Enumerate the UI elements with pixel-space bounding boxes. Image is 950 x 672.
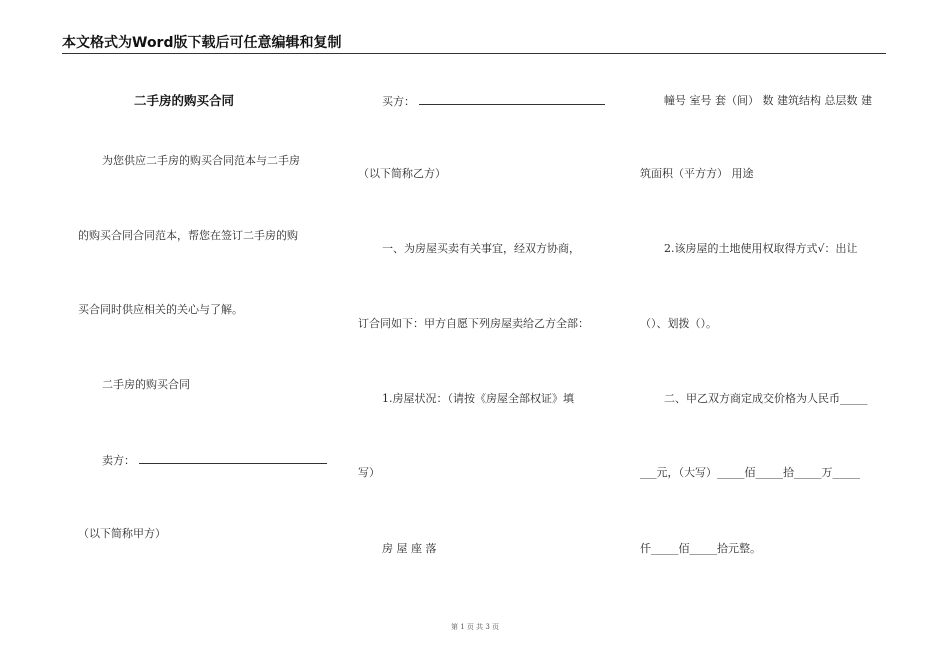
document-title: 二手房的购买合同 <box>134 93 235 108</box>
clause-1-line-2: 订合同如下：甲方自愿下列房屋卖给乙方全部： <box>358 317 589 330</box>
buyer-line <box>382 94 605 109</box>
seller-label: 卖方： <box>102 454 135 467</box>
intro-line-3: 买合同时供应相关的关心与了解。 <box>78 303 243 316</box>
clause-2-line-2: ___元，（大写）_____佰_____拾_____万_____ <box>640 466 860 479</box>
table-header-line-2: 筑面积（平方方） 用途 <box>640 167 754 180</box>
contract-subtitle: 二手房的购买合同 <box>102 378 190 391</box>
column-2 <box>340 0 630 600</box>
table-header-line-1: 幢号 室号 套（间） 数 建筑结构 总层数 建 <box>664 94 872 107</box>
seller-blank[interactable] <box>139 453 327 464</box>
buyer-blank[interactable] <box>419 94 605 105</box>
column-1 <box>0 0 340 600</box>
item-2-line-2: （）、划拨（）。 <box>640 317 717 330</box>
page-footer: 第 1 页 共 3 页 <box>450 623 500 631</box>
party-b-note: （以下简称乙方） <box>358 167 446 180</box>
header-title: 本文格式为Word版下载后可任意编辑和复制 <box>62 35 342 51</box>
item-1-line-1: 1.房屋状况：（请按《房屋全部权证》填 <box>382 392 574 405</box>
item-1-line-2: 写） <box>358 466 380 479</box>
clause-1-line-1: 一、为房屋买卖有关事宜，经双方协商， <box>382 242 580 255</box>
clause-2-line-3: 仟_____佰_____拾元整。 <box>640 542 761 555</box>
buyer-label: 买方： <box>382 95 415 108</box>
seller-line <box>102 453 327 468</box>
column-3 <box>630 0 900 600</box>
intro-line-1: 为您供应二手房的购买合同范本与二手房 <box>102 154 300 167</box>
clause-2-line-1: 二、甲乙双方商定成交价格为人民币_____ <box>664 392 868 405</box>
party-a-note: （以下简称甲方） <box>78 527 166 540</box>
intro-line-2: 的购买合同合同范本，帮您在签订二手房的购 <box>78 229 298 242</box>
house-location-label: 房 屋 座 落 <box>382 542 437 555</box>
item-2-line-1: 2.该房屋的土地使用权取得方式√：出让 <box>664 242 858 255</box>
